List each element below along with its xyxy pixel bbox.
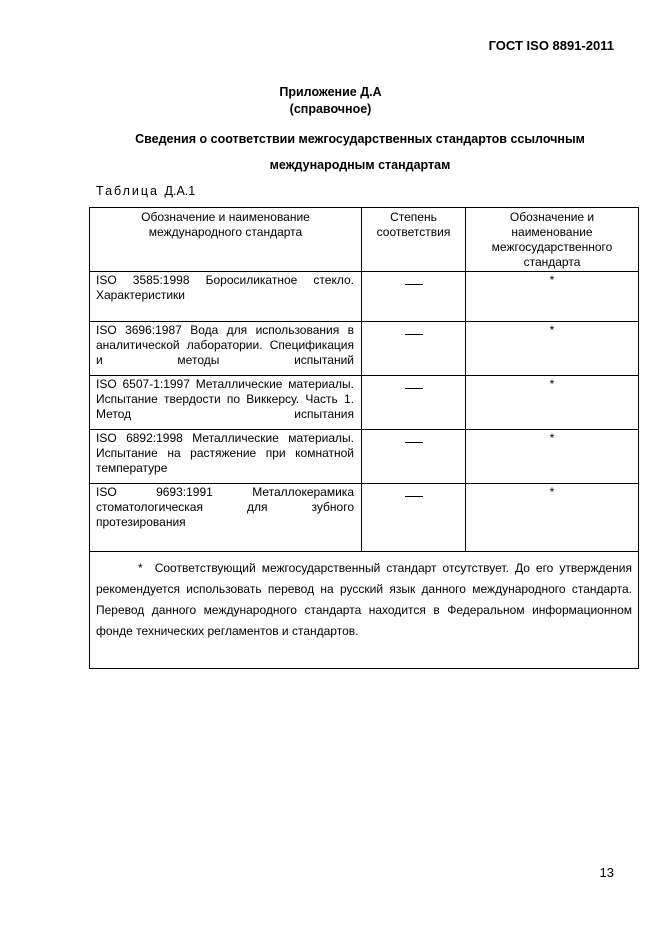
table-caption-number: Д.А.1 [164,184,196,198]
appendix-subtitle: (справочное) [289,102,372,116]
national-standard-cell [466,322,639,376]
star-mark: * [549,323,555,337]
footnote-row [90,552,639,669]
footnote-text: Соответствующий межгосударственный стандарт отсутствует. До его утверждения рекомендуется использовать перевод на русский язык данного международного стандарта. Перевод данного международного стандарта находится в Федеральном информационном фонде технических регламентов и стандартов. [96,561,632,638]
section-heading-line-1: Сведения о соответствии межгосударственных стандартов ссылочным [135,132,585,146]
header-international-standard: Обозначение и наименование международного стандарта [90,208,362,272]
national-standard-cell [466,272,639,322]
table-header-row [90,208,639,272]
standard-code: ГОСТ ISO 8891-2011 [488,38,614,53]
dash-mark [405,496,423,497]
appendix-title: Приложение Д.А [279,85,382,99]
dash-mark [405,284,423,285]
dash-mark [405,388,423,389]
degree-cell [362,430,466,484]
table-row [90,430,639,484]
page-number: 13 [599,865,614,880]
national-standard-cell [466,376,639,430]
correspondence-table [89,207,639,669]
table-caption-prefix: Таблица [96,184,160,198]
international-standard-cell: ISO 9693:1991 Металлокерамика стоматологическая для зубного протезирования [90,484,362,552]
header-degree: Степень соответствия [362,208,466,272]
star-mark: * [549,377,555,391]
table-row [90,272,639,322]
international-standard-cell: ISO 6892:1998 Металлические материалы. Испытание на растяжение при комнатной температуре [90,430,362,484]
dash-mark [405,334,423,335]
international-standard-cell: ISO 3585:1998 Боросиликатное стекло. Характеристики [90,272,362,322]
national-standard-cell [466,430,639,484]
section-heading-line-2: международным стандартам [269,158,451,172]
star-mark: * [549,273,555,287]
degree-cell [362,272,466,322]
degree-cell [362,484,466,552]
table-caption [96,184,195,198]
international-standard-cell: ISO 6507-1:1997 Металлические материалы. Испытание твердости по Виккерсу. Часть 1. Метод испытания [90,376,362,430]
section-heading [60,126,660,178]
star-mark: * [549,431,555,445]
degree-cell [362,376,466,430]
dash-mark [405,442,423,443]
table-row [90,322,639,376]
footnote-cell [90,552,639,669]
international-standard-cell: ISO 3696:1987 Вода для использования в аналитической лаборатории. Спецификация и методы испытаний [90,322,362,376]
table-row [90,376,639,430]
appendix-block [0,84,661,118]
national-standard-cell [466,484,639,552]
star-mark: * [549,485,555,499]
header-national-standard: Обозначение и наименование межгосударственного стандарта [466,208,639,272]
footnote-mark: * [138,561,143,575]
degree-cell [362,322,466,376]
table-row [90,484,639,552]
